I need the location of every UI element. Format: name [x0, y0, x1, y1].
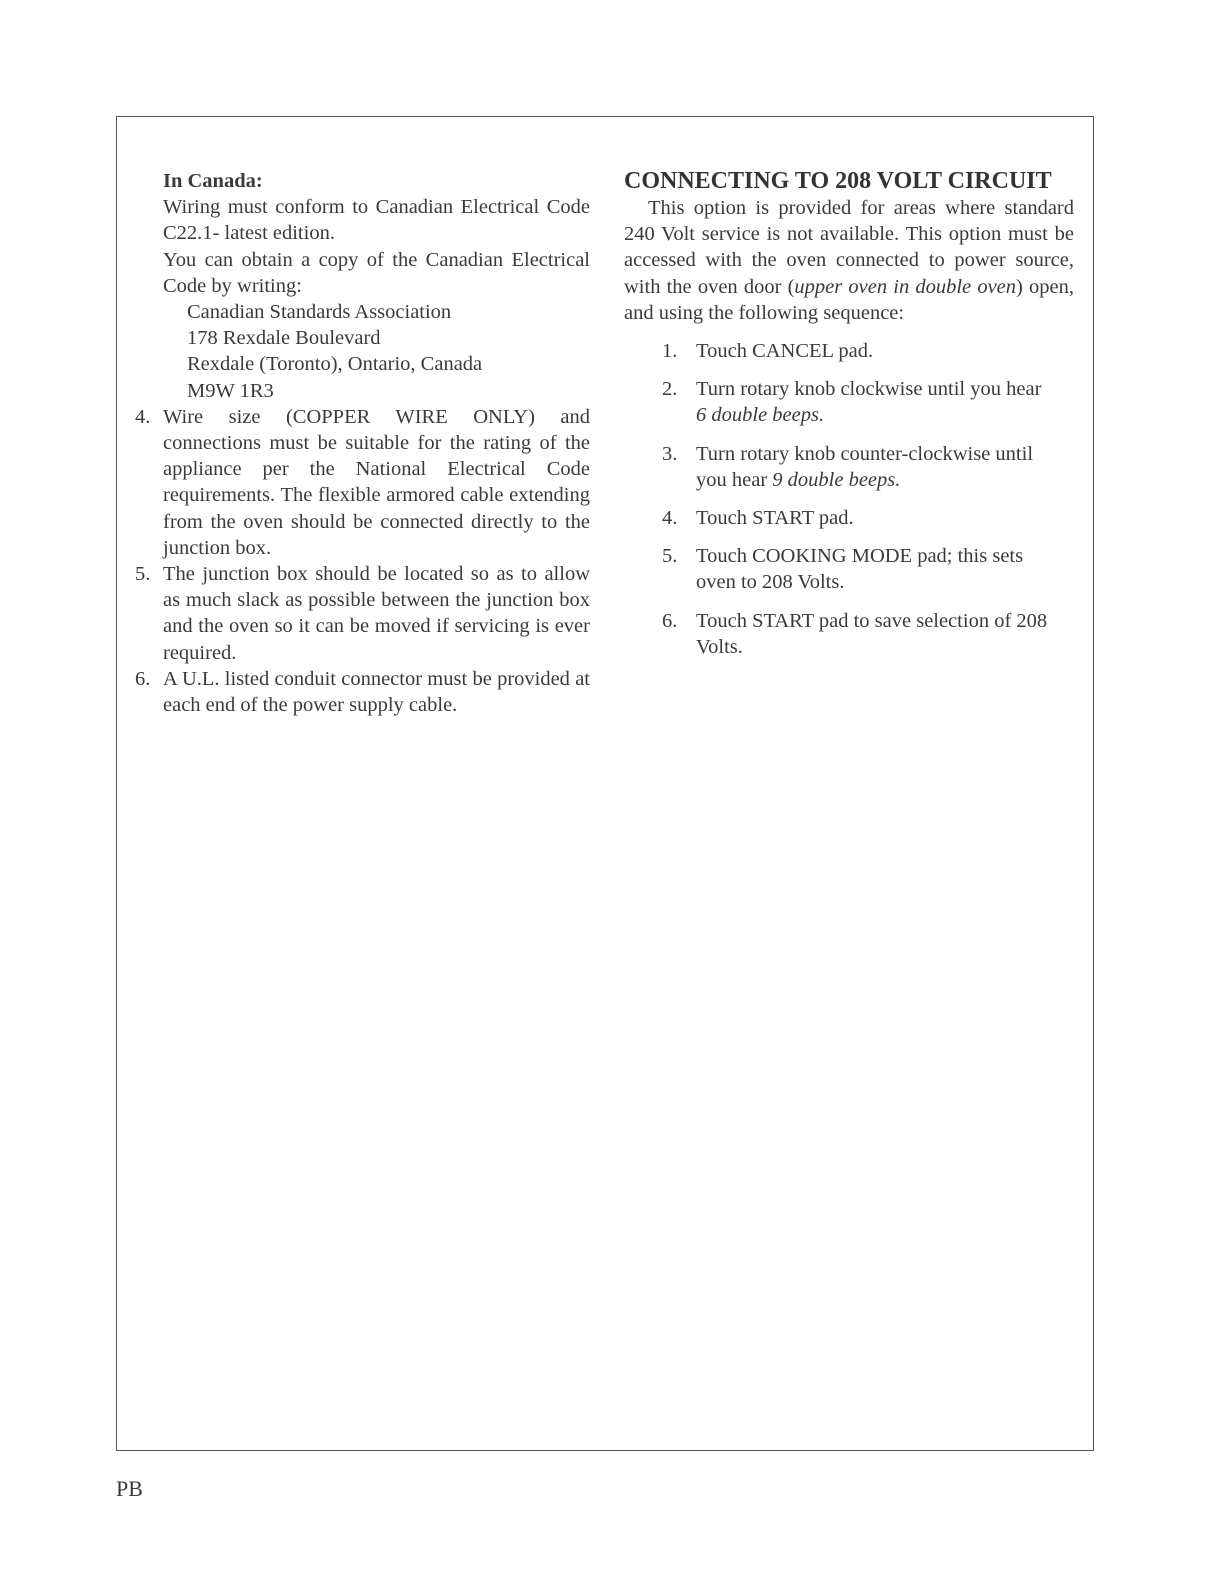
step-number: 6.: [662, 609, 678, 632]
list-item: [135, 404, 590, 561]
section-title: CONNECTING TO 208 VOLT CIRCUIT: [624, 168, 1052, 194]
list-item-text: A U.L. listed conduit connector must be provided at each end of the power supply cable.: [163, 667, 590, 717]
canada-heading: In Canada:: [163, 170, 263, 192]
list-item-text: Wire size (COPPER WIRE ONLY) and connections must be suitable for the rating of the appliance per the National Electrical Code requirements. The flexible armored cable extending from the oven should be connected directly to the junction box.: [163, 405, 590, 559]
step-text: Touch CANCEL pad.: [696, 340, 874, 363]
step-text: Touch START pad to save selection of 208 Volts.: [696, 609, 1048, 658]
canada-copy-paragraph: You can obtain a copy of the Canadian Electrical Code by writing:: [163, 248, 590, 297]
page-footer: PB: [116, 1476, 143, 1501]
step-text: Turn rotary knob counter-clockwise until you hear 9 double beeps.: [696, 442, 1034, 491]
address-line: M9W 1R3: [187, 379, 274, 402]
step-number: 1.: [662, 340, 678, 363]
step-item: [624, 543, 1074, 595]
step-item: [624, 505, 1074, 531]
step-number: 2.: [662, 378, 678, 401]
intro-italic-text: upper oven in double oven: [794, 275, 1017, 298]
right-column: [624, 168, 1074, 660]
address-line: Canadian Standards Association: [187, 301, 452, 324]
step-number: 4.: [662, 507, 678, 530]
list-item: [135, 666, 590, 718]
list-item-text: The junction box should be located so as to allow as much slack as possible between the junction box and the oven so it can be moved if servicing is ever required.: [163, 563, 590, 664]
step-number: 5.: [662, 545, 678, 568]
list-item-number: 4.: [135, 405, 151, 428]
step-item: [624, 608, 1074, 660]
step-text: Touch COOKING MODE pad; this sets oven to 208 Volts.: [696, 545, 1024, 594]
intro-paragraph: [624, 195, 1074, 326]
step-item: [624, 338, 1074, 364]
left-column: [135, 168, 590, 718]
list-item-number: 6.: [135, 667, 151, 690]
step-number: 3.: [662, 442, 678, 465]
address-line: 178 Rexdale Boulevard: [187, 327, 381, 350]
step-item: [624, 441, 1074, 493]
step-text: Turn rotary knob clockwise until you hear 6 double beeps.: [696, 378, 1042, 427]
list-item: [135, 561, 590, 666]
step-text: Touch START pad.: [696, 507, 854, 530]
intro-text-end: ) open, and using the following sequence:: [624, 275, 1074, 324]
step-item: [624, 376, 1074, 428]
canada-wiring-paragraph: Wiring must conform to Canadian Electrical Code C22.1- latest edition.: [163, 196, 590, 245]
list-item-number: 5.: [135, 563, 151, 586]
intro-text: This option is provided for areas where standard 240 Volt service is not available. This option must be accessed with the oven connected to power source, with the oven door (: [624, 197, 1074, 298]
address-line: Rexdale (Toronto), Ontario, Canada: [187, 353, 483, 376]
